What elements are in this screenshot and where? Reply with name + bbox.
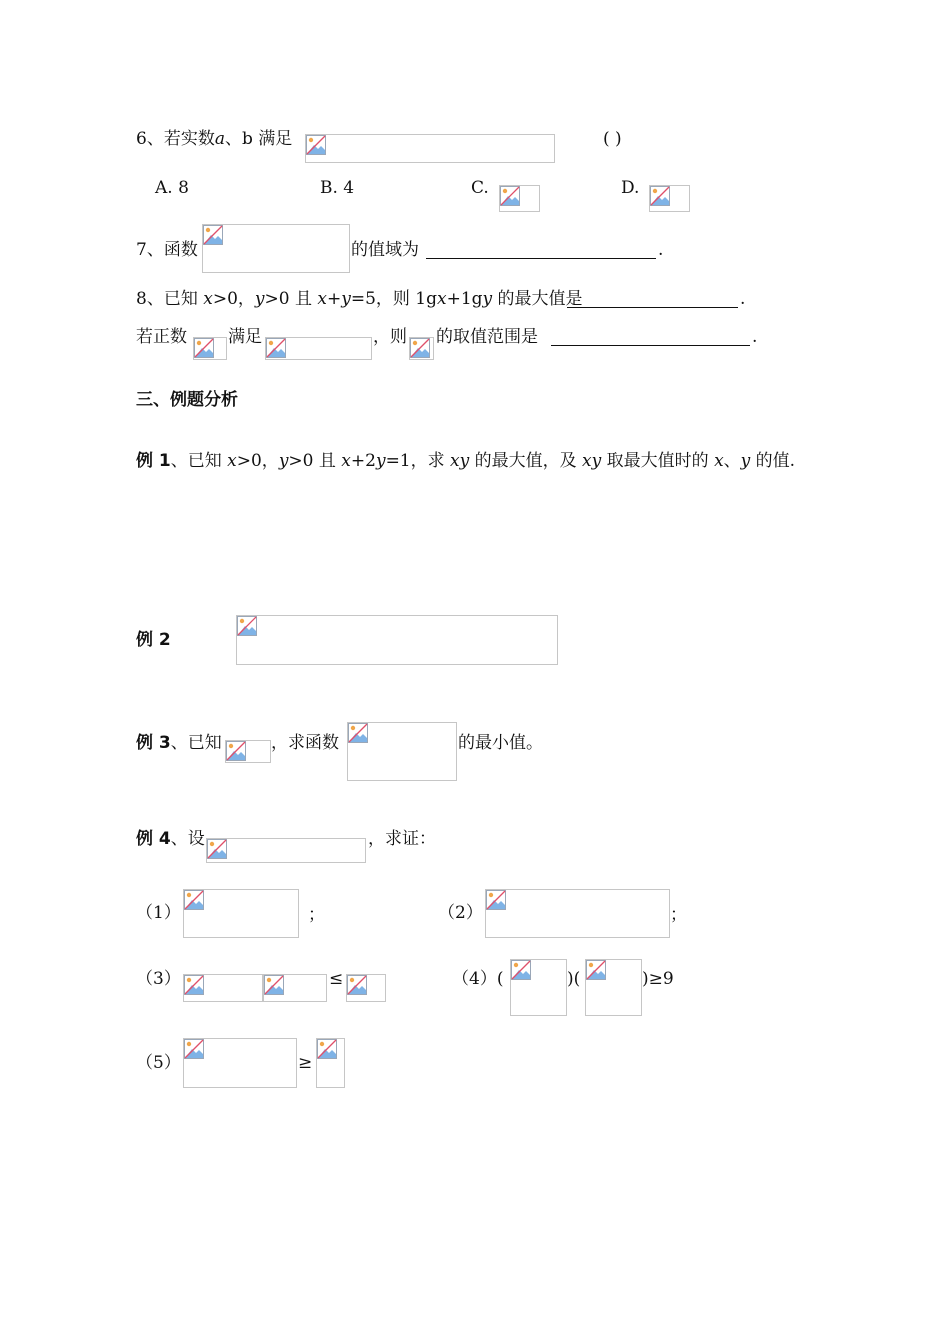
proof-2-label: （2） — [438, 903, 483, 923]
option-a: A. 8 — [155, 178, 189, 198]
question-8-stem: 8、已知 x>0，y>0 且 x+y=5，则 1gx+1gy 的最大值是 — [136, 289, 583, 309]
question-7-period: . — [658, 240, 664, 260]
broken-image-icon — [650, 186, 670, 206]
question-7-prefix: 7、函数 — [136, 240, 198, 260]
broken-image-icon — [317, 1039, 337, 1059]
formula-image-example-2 — [236, 615, 558, 665]
broken-image-icon — [486, 890, 506, 910]
option-d: D. — [621, 178, 640, 198]
example-4-prefix: 例 4、设 — [136, 829, 205, 849]
answer-blank-q9 — [551, 345, 750, 346]
formula-image-proof-2 — [485, 889, 670, 938]
question-9-then: ，则 — [373, 327, 407, 347]
example-3-min-text: 的最小值。 — [458, 733, 543, 753]
proof-2-semicolon: ； — [670, 905, 687, 925]
broken-image-icon — [264, 975, 284, 995]
broken-image-icon — [266, 338, 286, 358]
formula-image-proof-4-first-factor — [510, 959, 567, 1016]
proof-4-middle-parens: )( — [567, 969, 581, 989]
example-2-label: 例 2 — [136, 630, 171, 650]
example-3-prefix: 例 3、已知 — [136, 733, 222, 753]
formula-image-q9-condition — [265, 337, 372, 360]
question-7-range-text: 的值域为 — [351, 240, 419, 260]
broken-image-icon — [184, 1039, 204, 1059]
question-9-prefix: 若正数 — [136, 327, 187, 347]
example-3-function-text: ，求函数 — [271, 733, 339, 753]
question-9-period: . — [752, 327, 758, 347]
formula-image-q9-expression — [409, 337, 434, 360]
formula-image-proof-1 — [183, 889, 299, 938]
broken-image-icon — [306, 135, 326, 155]
option-c: C. — [471, 178, 489, 198]
proof-5-geq: ≥ — [298, 1053, 313, 1073]
proof-4-geq-9: )≥9 — [642, 969, 674, 989]
proof-3-label: （3） — [136, 969, 181, 989]
formula-image-proof-3-middle — [263, 974, 327, 1002]
broken-image-icon — [237, 616, 257, 636]
proof-5-label: （5） — [136, 1053, 181, 1073]
formula-image-q7-function — [202, 224, 350, 273]
broken-image-icon — [586, 960, 606, 980]
question-8-period: . — [740, 289, 746, 309]
broken-image-icon — [348, 723, 368, 743]
formula-image-q9-variables — [193, 337, 227, 360]
broken-image-icon — [226, 741, 246, 761]
section-heading: 三、例题分析 — [136, 390, 238, 410]
formula-image-proof-3-left — [183, 974, 263, 1002]
formula-image-option-c — [499, 185, 540, 212]
example-4-prove-text: ，求证： — [368, 829, 436, 849]
answer-blank-q8 — [567, 307, 738, 308]
proof-1-semicolon: ； — [308, 905, 325, 925]
question-6-stem: 6、若实数a、b 满足 — [136, 129, 293, 149]
example-1: 例 1、已知 x>0，y>0 且 x+2y=1，求 xy 的最大值，及 xy 取最大值时的 x、y 的值. — [136, 451, 796, 471]
broken-image-icon — [207, 839, 227, 859]
proof-1-label: （1） — [136, 903, 181, 923]
formula-image-proof-5-left — [183, 1038, 297, 1088]
answer-blank-q7 — [426, 258, 656, 259]
broken-image-icon — [410, 338, 430, 358]
formula-image-example-3-condition — [225, 740, 271, 763]
broken-image-icon — [500, 186, 520, 206]
formula-image-proof-4-second-factor — [585, 959, 642, 1016]
broken-image-icon — [184, 890, 204, 910]
proof-3-leq: ≤ — [329, 969, 344, 989]
formula-image-example-3-function — [347, 722, 457, 781]
broken-image-icon — [203, 225, 223, 245]
formula-image-example-4-condition — [206, 838, 366, 863]
proof-4-label: （4）( — [452, 969, 504, 989]
broken-image-icon — [347, 975, 367, 995]
option-b: B. 4 — [320, 178, 355, 198]
formula-image-proof-3-right — [346, 974, 386, 1002]
question-9-range-text: 的取值范围是 — [436, 327, 538, 347]
broken-image-icon — [511, 960, 531, 980]
broken-image-icon — [194, 338, 214, 358]
formula-image-q6-condition — [305, 134, 555, 163]
formula-image-proof-5-right — [316, 1038, 345, 1088]
question-9-satisfy: 满足 — [228, 327, 262, 347]
broken-image-icon — [184, 975, 204, 995]
formula-image-option-d — [649, 185, 690, 212]
answer-parentheses: ( ) — [603, 129, 622, 149]
